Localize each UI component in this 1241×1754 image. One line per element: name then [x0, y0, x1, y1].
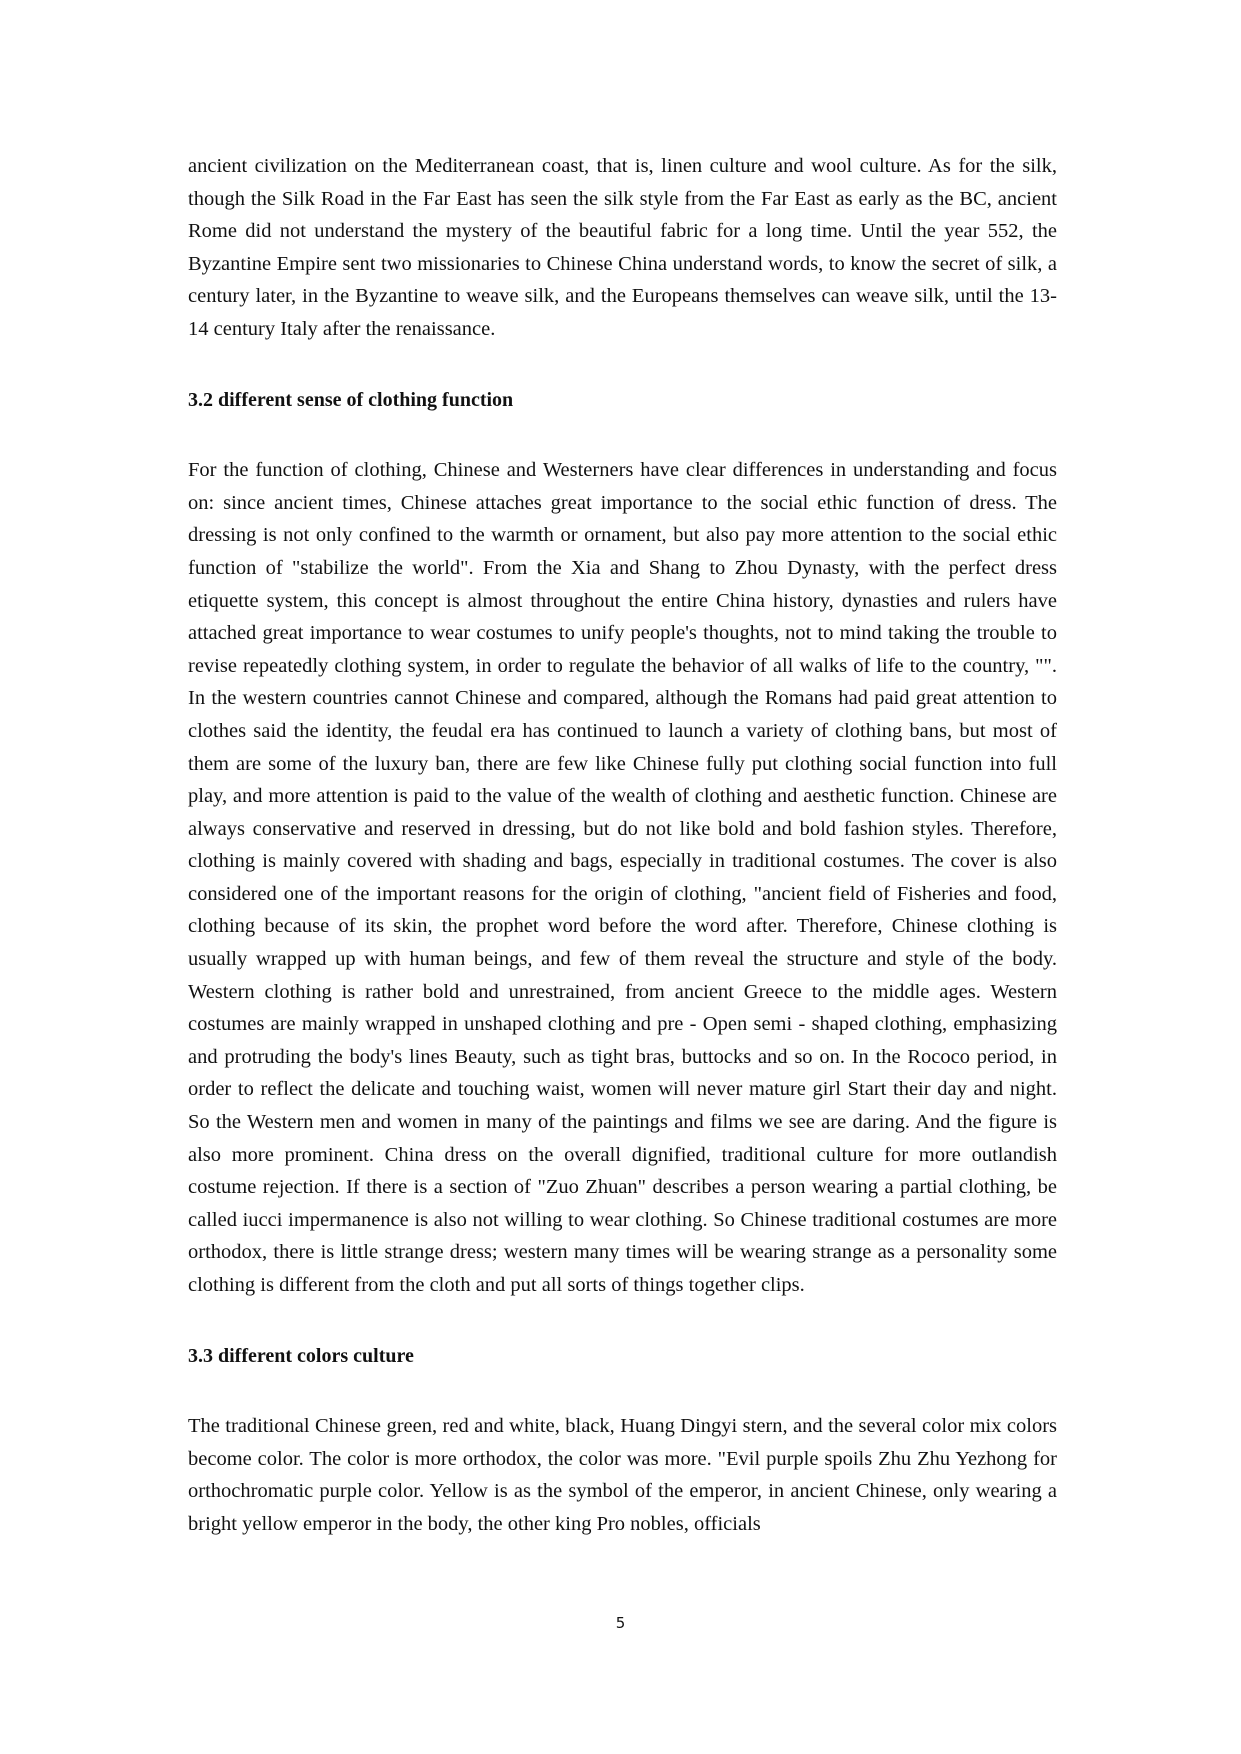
- spacer: [188, 1372, 1057, 1410]
- paragraph: ancient civilization on the Mediterranean coast, that is, linen culture and wool culture. As for the silk, though the Silk Road in the Far East has seen the silk style from the Far East as early as the BC, ancient Rome did not understand the mystery of the beautiful fabric for a long time. Until the year 552, the Byzantine Empire sent two missionaries to Chinese China understand words, to know the secret of silk, a century later, in the Byzantine to weave silk, and the Europeans themselves can weave silk, until the 13-14 century Italy after the renaissance.: [188, 155, 1057, 340]
- section-heading-3-2: 3.2 different sense of clothing function: [188, 388, 514, 411]
- section-heading-3-3: 3.3 different colors culture: [188, 1344, 414, 1367]
- paragraph: The traditional Chinese green, red and white, black, Huang Dingyi stern, and the several color mix colors become color. The color is more orthodox, the color was more. "Evil purple spoils Zhu Zhu Yezhong for orthochromatic purple color. Yellow is as the symbol of the emperor, in ancient Chinese, only wearing a bright yellow emperor in the body, the other king Pro nobles, officials: [188, 1415, 1057, 1535]
- page-number: 5: [615, 1614, 626, 1632]
- spacer: [188, 346, 1057, 384]
- spacer: [188, 1302, 1057, 1340]
- spacer: [188, 416, 1057, 454]
- paragraph: For the function of clothing, Chinese and Westerners have clear differences in understanding and focus on: since ancient times, Chinese attaches great importance to the social ethic function of dress. The dressing is not only confined to the warmth or ornament, but also pay more attention to the social ethic function of "stabilize the world". From the Xia and Shang to Zhou Dynasty, with the perfect dress etiquette system, this concept is almost throughout the entire China history, dynasties and rulers have attached great importance to wear costumes to unify people's thoughts, not to mind taking the trouble to revise repeatedly clothing system, in order to regulate the behavior of all walks of life to the country, "". In the western countries cannot Chinese and compared, although the Romans had paid great attention to clothes said the identity, the feudal era has continued to launch a variety of clothing bans, but most of them are some of the luxury ban, there are few like Chinese fully put clothing social function into full play, and more attention is paid to the value of the wealth of clothing and aesthetic function. Chinese are always conservative and reserved in dressing, but do not like bold and bold fashion styles. Therefore, clothing is mainly covered with shading and bags, especially in traditional costumes. The cover is also considered one of the important reasons for the origin of clothing, "ancient field of Fisheries and food, clothing because of its skin, the prophet word before the word after. Therefore, Chinese clothing is usually wrapped up with human beings, and few of them reveal the structure and style of the body. Western clothing is rather bold and unrestrained, from ancient Greece to the middle ages. Western costumes are mainly wrapped in unshaped clothing and pre - Open semi - shaped clothing, emphasizing and protruding the body's lines Beauty, such as tight bras, buttocks and so on. In the Rococo period, in order to reflect the delicate and touching waist, women will never mature girl Start their day and night. So the Western men and women in many of the paintings and films we see are daring. And the figure is also more prominent. China dress on the overall dignified, traditional culture for more outlandish costume rejection. If there is a section of "Zuo Zhuan" describes a person wearing a partial clothing, be called iucci impermanence is also not willing to wear clothing. So Chinese traditional costumes are more orthodox, there is little strange dress; western many times will be wearing strange as a personality some clothing is different from the cloth and put all sorts of things together clips.: [188, 459, 1057, 1296]
- document-body: [188, 150, 1057, 1541]
